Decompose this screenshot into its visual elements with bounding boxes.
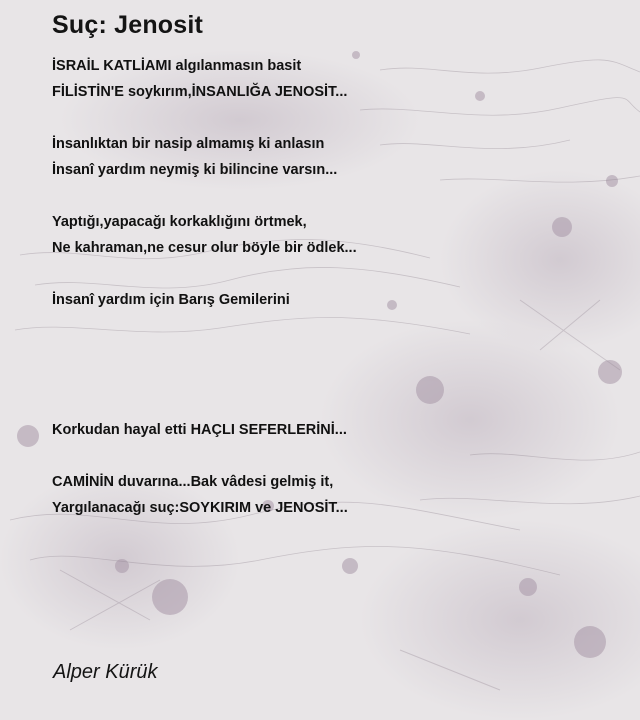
poem-line: İnsanî yardım neymiş ki bilincine varsın... — [52, 162, 338, 178]
poem-title: Suç: Jenosit — [52, 11, 204, 39]
stanza-break — [52, 261, 572, 287]
poem-line: CAMİNİN duvarına...Bak vâdesi gelmiş it, — [52, 474, 334, 490]
poem-line: FİLİSTİN'E soykırım,İNSANLIĞA JENOSİT... — [52, 84, 348, 100]
poem-author: Alper Kürük — [53, 661, 158, 683]
stanza-break — [52, 313, 572, 339]
poem-line: Korkudan hayal etti HAÇLI SEFERLERİNİ... — [52, 422, 347, 438]
stanza-break — [52, 365, 572, 391]
poem-line: İnsanî yardım için Barış Gemilerini — [52, 292, 290, 308]
poem-line: İnsanlıktan bir nasip almamış ki anlasın — [52, 136, 325, 152]
stanza-break — [52, 391, 572, 417]
poem-line: İSRAİL KATLİAMI algılanmasın basit — [52, 58, 302, 74]
stanza-break — [52, 339, 572, 365]
poem-verses — [52, 53, 572, 521]
stanza-break — [52, 105, 572, 131]
stanza-break — [52, 183, 572, 209]
stanza-break — [52, 443, 572, 469]
poem-line: Yargılanacağı suç:SOYKIRIM ve JENOSİT... — [52, 500, 348, 516]
poem-line: Ne kahraman,ne cesur olur böyle bir ödlek... — [52, 240, 357, 256]
poem-line: Yaptığı,yapacağı korkaklığını örtmek, — [52, 214, 307, 230]
